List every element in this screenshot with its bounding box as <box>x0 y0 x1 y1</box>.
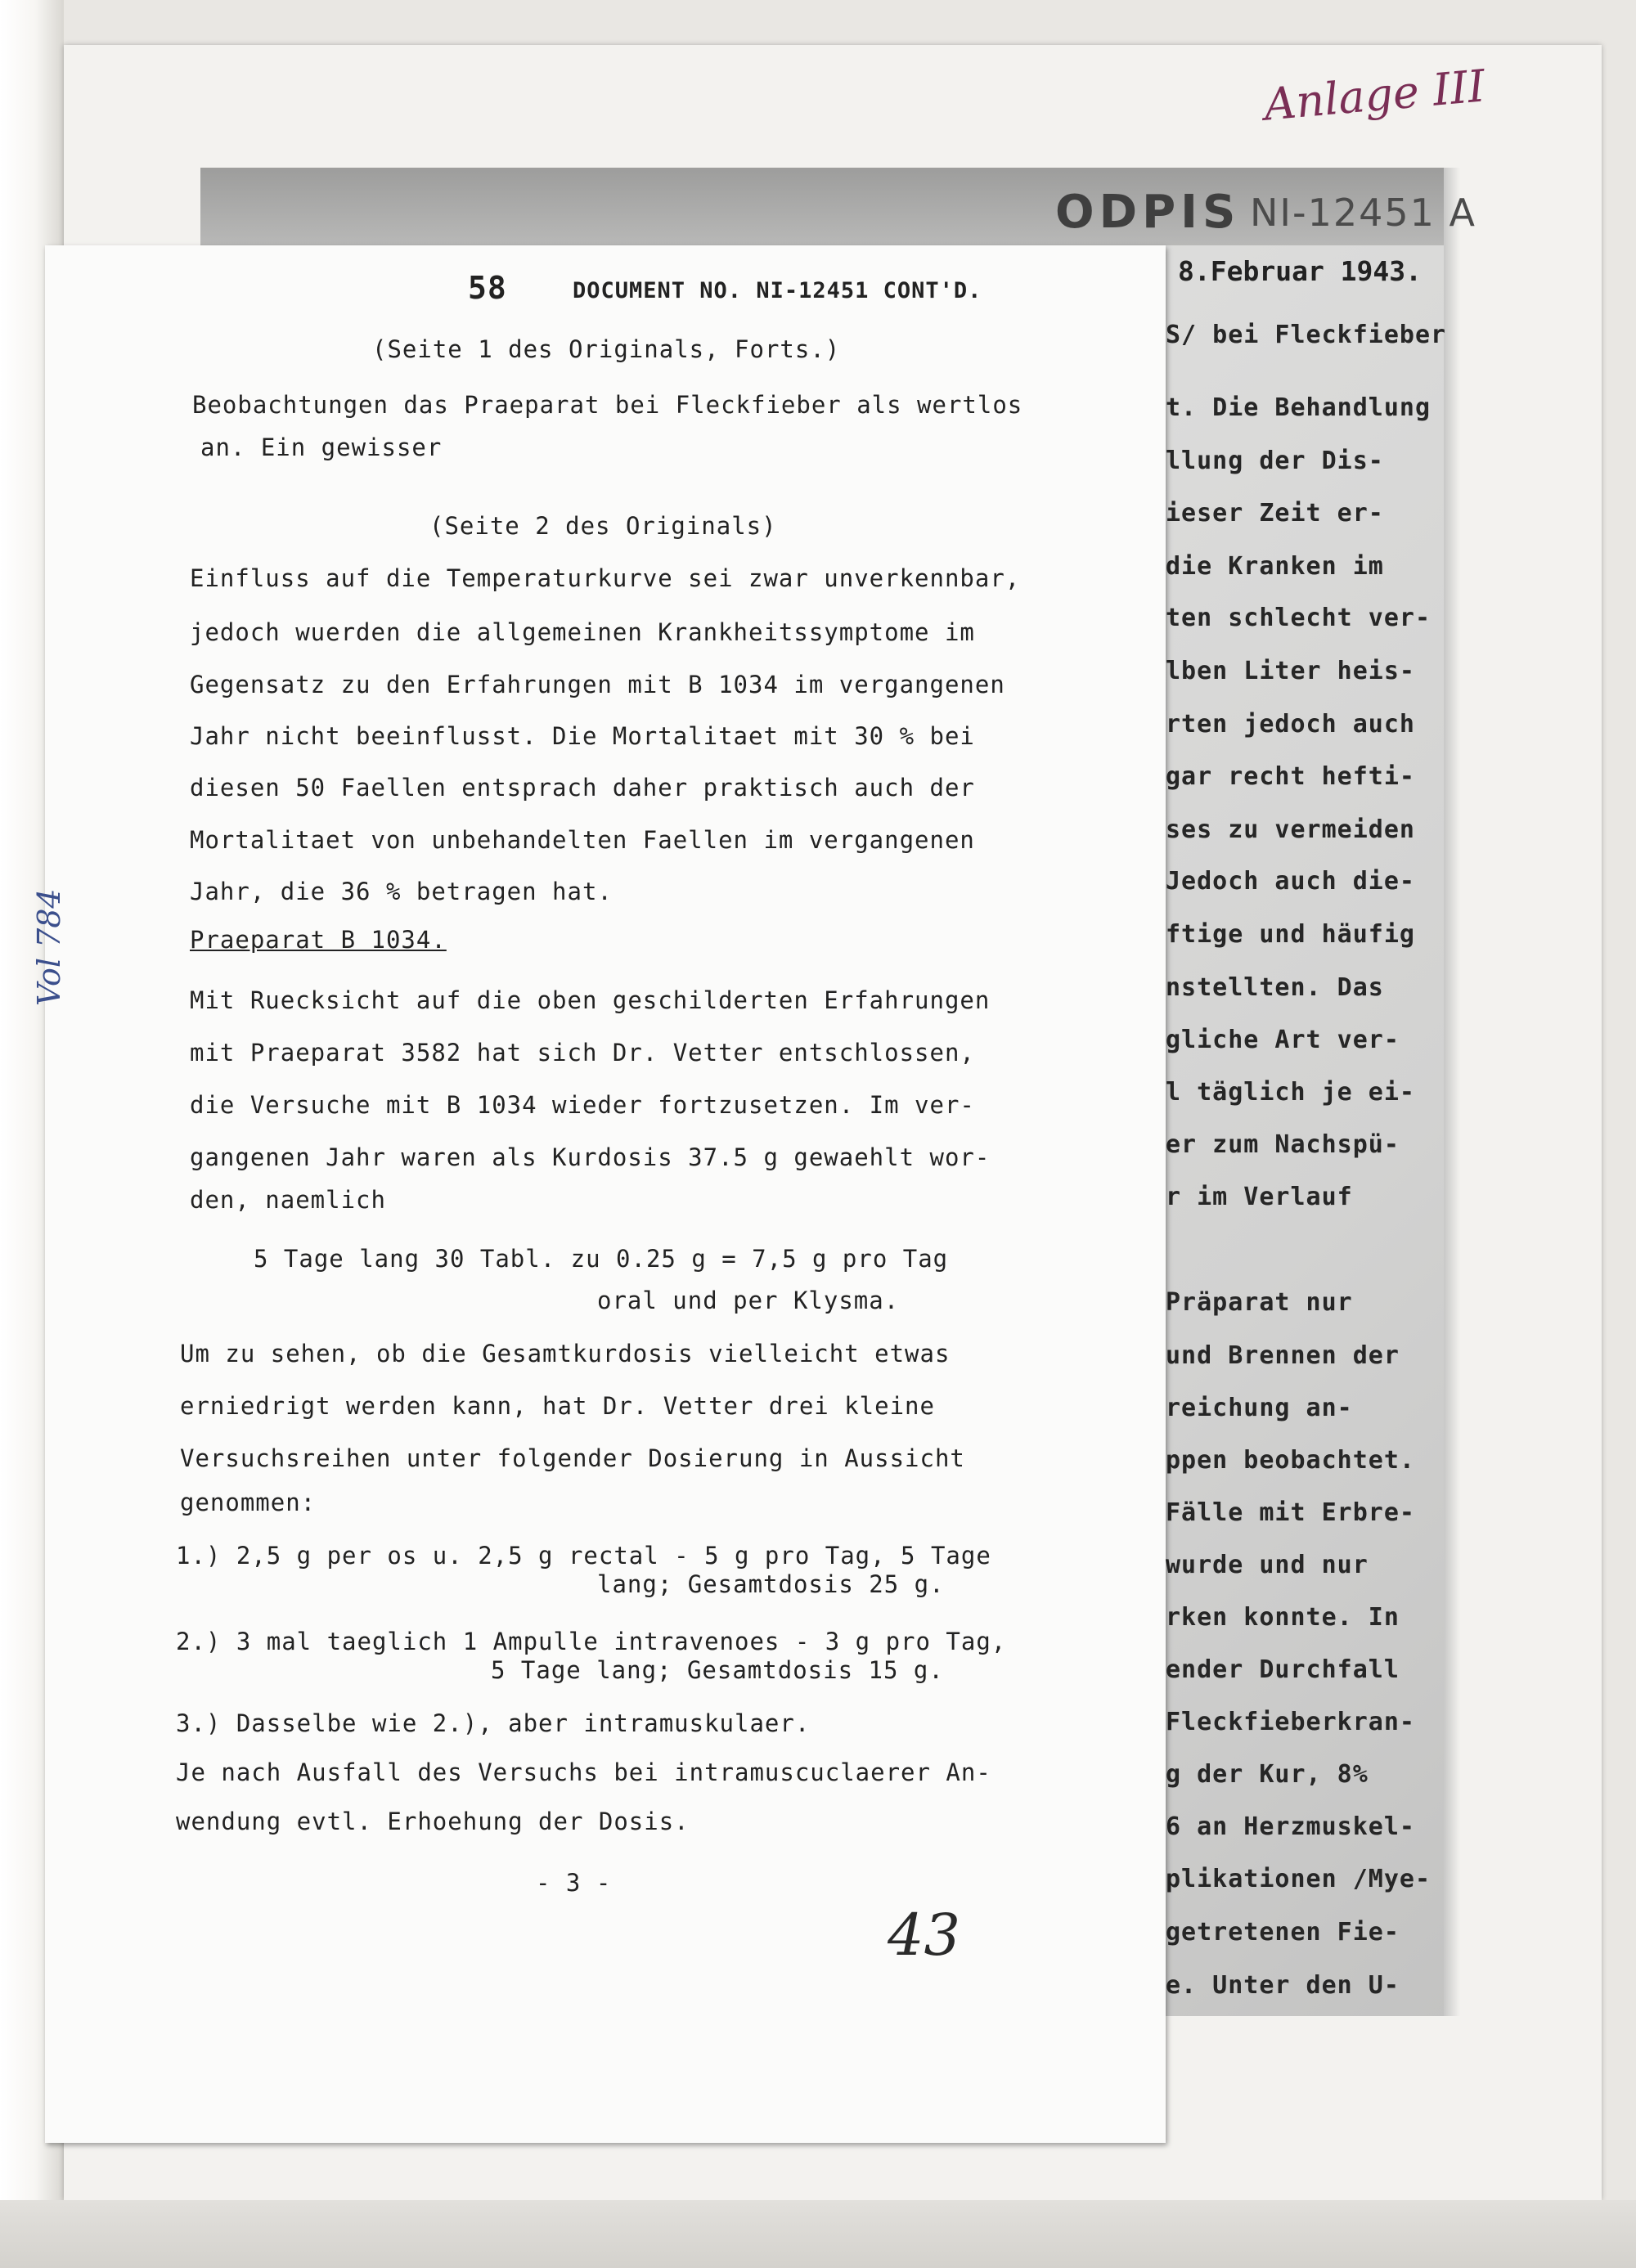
text-line: Jahr, die 36 % betragen hat. <box>190 878 613 905</box>
back-line: ten schlecht ver- <box>1166 604 1432 632</box>
text-line: Je nach Ausfall des Versuchs bei intramuscuclaerer An- <box>176 1758 991 1786</box>
dosage-line: oral und per Klysma. <box>597 1287 900 1314</box>
document-header: DOCUMENT NO. NI-12451 CONT'D. <box>573 278 982 303</box>
back-line: nstellten. Das <box>1166 973 1384 1002</box>
folio-number-handwritten: 43 <box>888 1902 961 1969</box>
back-line: S/ bei Fleckfieber <box>1166 321 1447 349</box>
odpis-stamp: ODPIS <box>1055 186 1241 239</box>
text-line: Mortalitaet von unbehandelten Faellen im vergangenen <box>190 826 975 854</box>
text-line: mit Praeparat 3582 hat sich Dr. Vetter entschlossen, <box>190 1039 975 1067</box>
back-line: 6 an Herzmuskel- <box>1166 1812 1415 1841</box>
text-line: den, naemlich <box>190 1186 386 1214</box>
back-line: Präparat nur <box>1166 1288 1353 1317</box>
dosage-line: 5 Tage lang 30 Tabl. zu 0.25 g = 7,5 g pro Tag <box>254 1245 949 1273</box>
page-number: - 3 - <box>536 1869 612 1897</box>
text-line: erniedrigt werden kann, hat Dr. Vetter drei kleine <box>180 1392 935 1420</box>
text-line: wendung evtl. Erhoehung der Dosis. <box>176 1808 690 1835</box>
dosage-line: 5 Tage lang; Gesamtdosis 15 g. <box>491 1656 944 1684</box>
back-line: Jedoch auch die- <box>1166 867 1415 896</box>
back-line: g der Kur, 8% <box>1166 1760 1369 1789</box>
text-line: Beobachtungen das Praeparat bei Fleckfieber als wertlos <box>192 391 1023 419</box>
text-line: gangenen Jahr waren als Kurdosis 37.5 g gewaehlt wor- <box>190 1143 991 1171</box>
page-marker: 58 <box>468 270 507 306</box>
back-line: r im Verlauf <box>1166 1183 1353 1211</box>
back-line: rken konnte. In <box>1166 1603 1400 1632</box>
dosage-line: 3.) Dasselbe wie 2.), aber intramuskulaer. <box>176 1709 811 1737</box>
back-line: lben Liter heis- <box>1166 657 1415 685</box>
back-line: Fälle mit Erbre- <box>1166 1498 1415 1527</box>
text-line: Gegensatz zu den Erfahrungen mit B 1034 im vergangenen <box>190 671 1005 698</box>
text-line: Versuchsreihen unter folgender Dosierung in Aussicht <box>180 1444 965 1472</box>
back-line: getretenen Fie- <box>1166 1918 1400 1947</box>
back-line: rten jedoch auch <box>1166 710 1415 739</box>
back-line: ieser Zeit er- <box>1166 499 1384 528</box>
back-line: e. Unter den U- <box>1166 1971 1400 2000</box>
dosage-line: 1.) 2,5 g per os u. 2,5 g rectal - 5 g pro Tag, 5 Tage <box>176 1542 991 1570</box>
text-line: diesen 50 Faellen entsprach daher praktisch auch der <box>190 774 975 802</box>
document-number-handwritten: NI-12451 A <box>1250 191 1476 235</box>
back-line: plikationen /Mye- <box>1166 1865 1432 1893</box>
annex-handwritten-note: Anlage III <box>1261 60 1488 131</box>
text-line: die Versuche mit B 1034 wieder fortzusetzen. Im ver- <box>190 1091 975 1119</box>
back-line: Fleckfieberkran- <box>1166 1708 1415 1736</box>
back-line: ftige und häufig <box>1166 920 1415 949</box>
text-line: Einfluss auf die Temperaturkurve sei zwar unverkennbar, <box>190 564 1021 592</box>
back-date-line: 8.Februar 1943. <box>1178 255 1423 287</box>
back-line: ender Durchfall <box>1166 1655 1400 1684</box>
text-line: jedoch wuerden die allgemeinen Krankheitssymptome im <box>190 618 975 646</box>
back-line: die Kranken im <box>1166 552 1384 581</box>
back-line: wurde und nur <box>1166 1551 1369 1579</box>
back-line: und Brennen der <box>1166 1341 1400 1370</box>
text-line: (Seite 2 des Originals) <box>429 512 777 540</box>
scan-bottom-edge <box>0 2200 1636 2268</box>
text-line: genommen: <box>180 1489 317 1516</box>
text-line: Mit Ruecksicht auf die oben geschilderten Erfahrungen <box>190 986 991 1014</box>
back-line: llung der Dis- <box>1166 447 1384 475</box>
dosage-line: 2.) 3 mal taeglich 1 Ampulle intravenoes - 3 g pro Tag, <box>176 1628 1007 1655</box>
section-heading: Praeparat B 1034. <box>190 926 447 954</box>
text-line: Jahr nicht beeinflusst. Die Mortalitaet mit 30 % bei <box>190 722 975 750</box>
margin-handwritten-note: Vol 784 <box>31 888 67 1006</box>
back-line: l täglich je ei- <box>1166 1078 1415 1107</box>
back-line: er zum Nachspü- <box>1166 1130 1400 1159</box>
back-line: gar recht hefti- <box>1166 762 1415 791</box>
back-line: gliche Art ver- <box>1166 1026 1400 1054</box>
dosage-line: lang; Gesamtdosis 25 g. <box>597 1570 945 1598</box>
text-line: (Seite 1 des Originals, Forts.) <box>372 335 841 363</box>
back-line: ses zu vermeiden <box>1166 815 1415 844</box>
back-line: reichung an- <box>1166 1394 1353 1422</box>
back-line: ppen beobachtet. <box>1166 1446 1415 1475</box>
text-line: an. Ein gewisser <box>200 433 443 461</box>
back-line: t. Die Behandlung <box>1166 393 1432 422</box>
back-photocopy-edge <box>1444 168 1460 2016</box>
text-line: Um zu sehen, ob die Gesamtkurdosis vielleicht etwas <box>180 1340 951 1368</box>
